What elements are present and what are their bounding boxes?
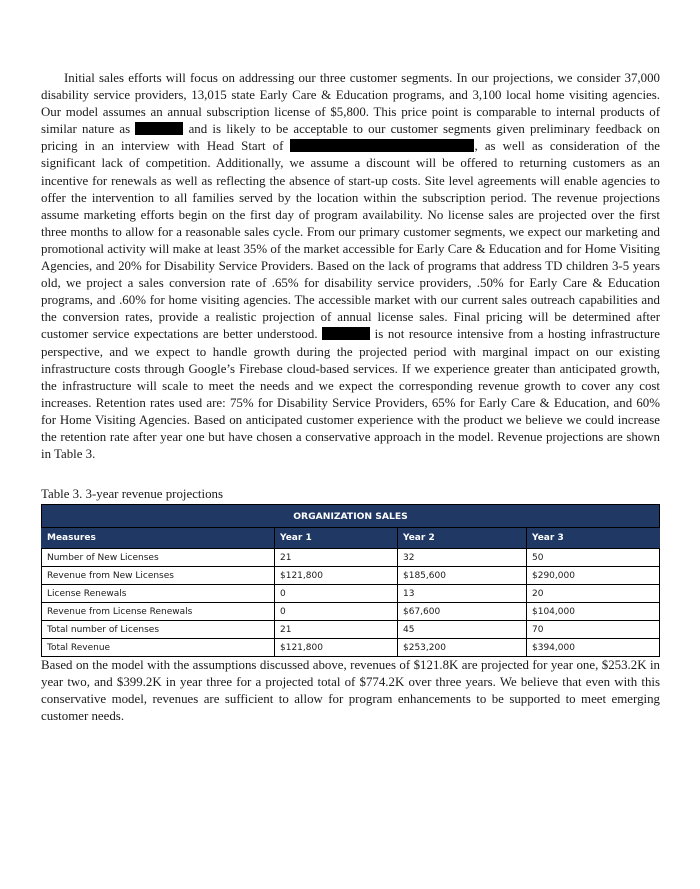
- table-row: [42, 585, 660, 603]
- table-cell: Revenue from New Licenses: [42, 567, 275, 585]
- body-paragraph-2: Based on the model with the assumptions discussed above, revenues of $121.8K are projected for year one, $253.2K in year two, and $399.2K in year three for a projected total of $774.2K over three years. We believe that even with this conservative model, revenues are sufficient to allow for program enhancements to be supported to meet emerging customer needs.: [41, 658, 660, 724]
- body-paragraph-1: [41, 70, 660, 463]
- table-cell: 50: [527, 549, 660, 567]
- table-cell: $121,800: [275, 567, 398, 585]
- table-row-total: [42, 639, 660, 657]
- table-cell: 0: [275, 585, 398, 603]
- table-cell: $253,200: [398, 639, 527, 657]
- table-cell: 70: [527, 621, 660, 639]
- table-cell: 20: [527, 585, 660, 603]
- table-cell: 21: [275, 621, 398, 639]
- text-segment: and is likely to be acceptable to our customer segments given preliminary feedback on pricing in an interview with Head Start of: [41, 122, 661, 154]
- redaction-block: [322, 327, 370, 340]
- table-cell: 45: [398, 621, 527, 639]
- redaction-block: [290, 139, 474, 152]
- column-header-year-1: Year 1: [275, 528, 398, 549]
- table-cell: $104,000: [527, 603, 660, 621]
- column-header-measures: Measures: [42, 528, 275, 549]
- table-cell: $121,800: [275, 639, 398, 657]
- table-header-row: [42, 528, 660, 549]
- table-group-header: ORGANIZATION SALES: [42, 505, 660, 528]
- table-cell: Revenue from License Renewals: [42, 603, 275, 621]
- table-row: [42, 567, 660, 585]
- table-cell: $394,000: [527, 639, 660, 657]
- table-cell: Number of New Licenses: [42, 549, 275, 567]
- revenue-table: [41, 504, 660, 657]
- table-group-header-row: [42, 505, 660, 528]
- table-cell: Total number of Licenses: [42, 621, 275, 639]
- text-segment: , as well as consideration of the significant lack of competition. Additionally, we assume a discount will be offered to returning customers as an incentive for renewals as well as reflecting the absence of start-up costs. Site level agreements will enable agencies to offer the intervention to all families served by the location within the subscription period. The revenue projections assume marketing efforts begin on the first day of program availability. No license sales are projected over the first three months to allow for a reasonable sales cycle. From our primary customer segments, we expect our marketing and promotional activity will make at least 35% of the market accessible for Early Care & Education and for Home Visiting Agencies, and 20% for Disability Service Providers. Based on the lack of programs that address TD children 3-5 years old, we project a sales conversion rate of .65% for disability service providers, .50% for Early Care & Education programs, and .60% for home visiting agencies. The accessible market with our current sales outreach capabilities and the conversion rates, provide a realistic projection of annual license sales. Final pricing will be determined after customer service expectations are better understood.: [41, 139, 660, 342]
- table-caption: Table 3. 3-year revenue projections: [41, 487, 223, 502]
- document-page: [41, 70, 660, 726]
- table-cell: $185,600: [398, 567, 527, 585]
- text-segment: Initial sales efforts will focus on addressing our three customer segments. In our projections, we consider 37,000 disability service providers, 13,015 state Early Care & Education programs, and 3,100 local home visiting agencies. Our model assumes an annual subscription license of $5,800. This price point is comparable to internal products of similar nature as: [41, 71, 660, 137]
- redaction-block: [135, 122, 183, 135]
- table-cell: 0: [275, 603, 398, 621]
- table-cell: 13: [398, 585, 527, 603]
- column-header-year-3: Year 3: [527, 528, 660, 549]
- column-header-year-2: Year 2: [398, 528, 527, 549]
- text-segment: is not resource intensive from a hosting infrastructure perspective, and we expect to handle growth during the projected period with marginal impact on our existing infrastructure costs through Google’s Firebase cloud-based services. If we experience greater than anticipated growth, the infrastructure will scale to meet the needs and we expect the corresponding revenue growth to cover any cost increases. Retention rates used are: 75% for Disability Service Providers, 65% for Early Care & Education, and 60% for Home Visiting Agencies. Based on anticipated customer experience with the product we believe we could increase the retention rate after year one but have chosen a conservative approach in the model. Revenue projections are shown in Table 3.: [41, 327, 660, 462]
- table-cell: 32: [398, 549, 527, 567]
- table-cell: $67,600: [398, 603, 527, 621]
- table-row: [42, 549, 660, 567]
- table-cell: $290,000: [527, 567, 660, 585]
- table-row: [42, 603, 660, 621]
- table-cell: Total Revenue: [42, 639, 275, 657]
- table-cell: 21: [275, 549, 398, 567]
- table-cell: License Renewals: [42, 585, 275, 603]
- table-row: [42, 621, 660, 639]
